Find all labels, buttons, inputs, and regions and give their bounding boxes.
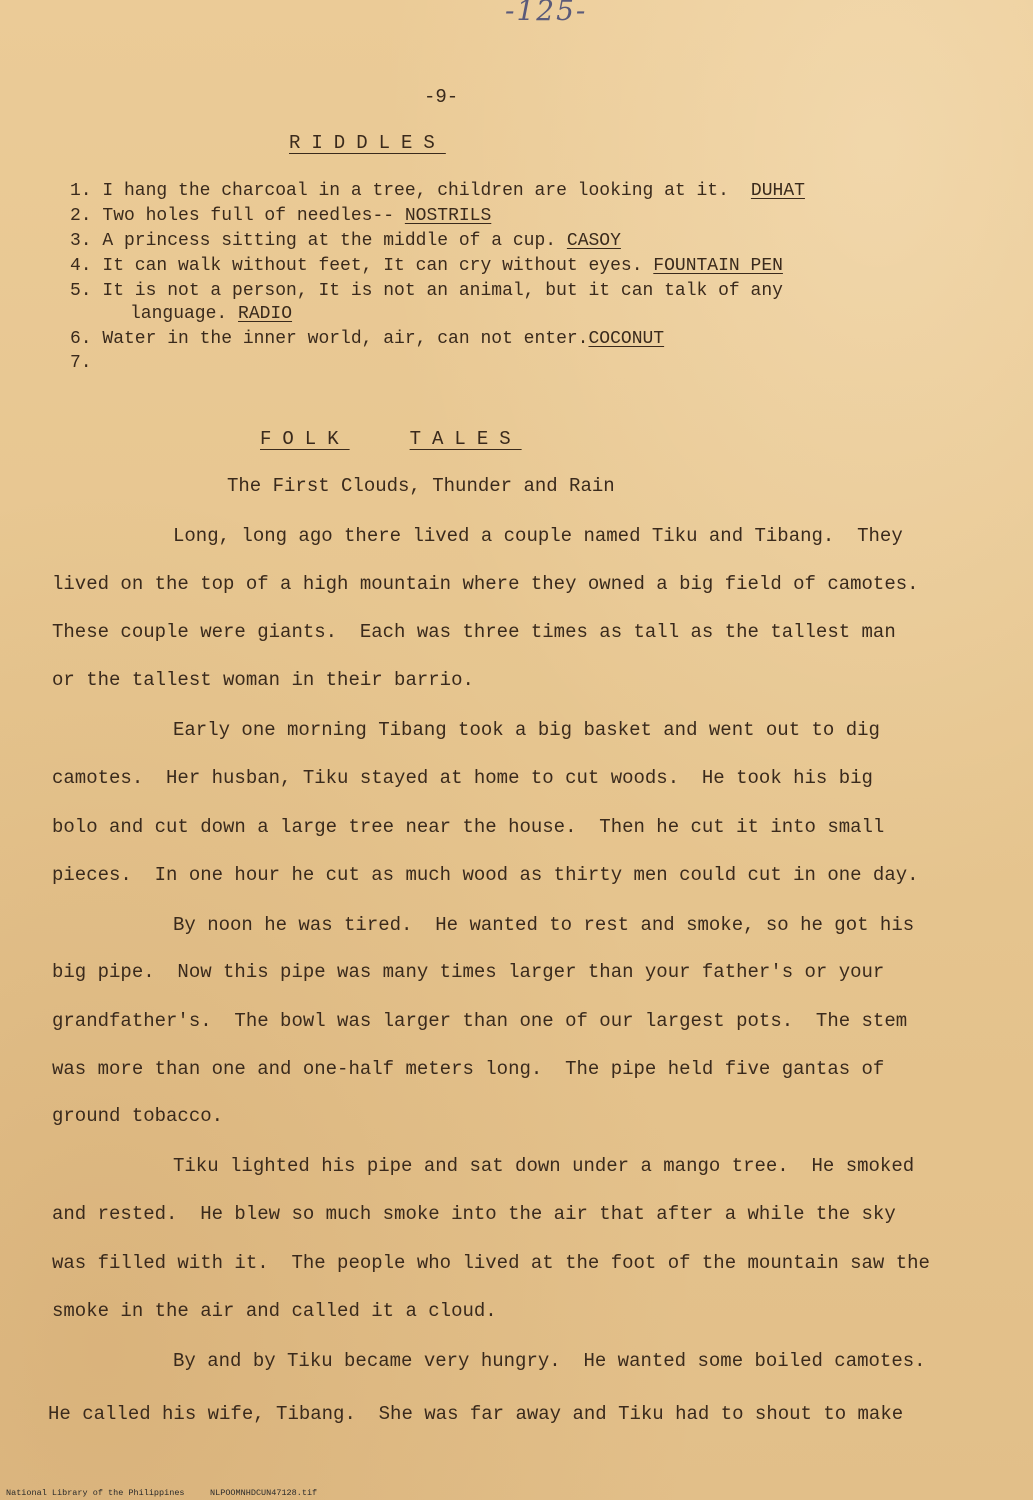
story-line: smoke in the air and called it a cloud. <box>52 1300 497 1322</box>
riddle-answer: FOUNTAIN PEN <box>653 256 783 276</box>
riddle-item-continuation: language. RADIO <box>130 304 293 324</box>
story-line: By and by Tiku became very hungry. He wanted some boiled camotes. <box>173 1350 926 1372</box>
riddle-item: 7. <box>70 353 92 373</box>
story-line: big pipe. Now this pipe was many times larger than your father's or your <box>52 961 885 983</box>
riddle-item: 6. Water in the inner world, air, can not enter.COCONUT <box>70 329 665 349</box>
story-line: grandfather's. The bowl was larger than one of our largest pots. The stem <box>52 1010 908 1032</box>
story-line: bolo and cut down a large tree near the house. Then he cut it into small <box>52 816 885 838</box>
riddle-answer: RADIO <box>238 304 293 324</box>
riddles-heading: RIDDLES <box>289 132 446 154</box>
story-line: Long, long ago there lived a couple named Tiku and Tibang. They <box>173 525 903 547</box>
archive-footer: National Library of the Philippines NLPOOMNHDCUN47128.tif <box>6 1488 318 1498</box>
story-line: pieces. In one hour he cut as much wood as thirty men could cut in one day. <box>52 864 919 886</box>
story-line: lived on the top of a high mountain where they owned a big field of camotes. <box>52 573 919 595</box>
story-line: and rested. He blew so much smoke into the air that after a while the sky <box>52 1203 896 1225</box>
riddle-answer: NOSTRILS <box>404 206 492 226</box>
riddle-answer: CASOY <box>566 231 621 251</box>
story-line: was more than one and one-half meters long. The pipe held five gantas of <box>52 1058 885 1080</box>
story-title: The First Clouds, Thunder and Rain <box>227 475 615 497</box>
riddle-item: 5. It is not a person, It is not an animal, but it can talk of any <box>70 281 783 301</box>
story-line: These couple were giants. Each was three times as tall as the tallest man <box>52 621 896 643</box>
story-line: or the tallest woman in their barrio. <box>52 669 474 691</box>
story-line: was filled with it. The people who lived at the foot of the mountain saw the <box>52 1252 930 1274</box>
story-line: He called his wife, Tibang. She was far away and Tiku had to shout to make <box>48 1403 904 1425</box>
story-line: By noon he was tired. He wanted to rest and smoke, so he got his <box>173 914 915 936</box>
story-line: ground tobacco. <box>52 1105 224 1127</box>
handwritten-page-number: -125- <box>505 0 588 27</box>
riddle-item: 4. It can walk without feet, It can cry without eyes. FOUNTAIN PEN <box>70 256 783 276</box>
riddle-answer: COCONUT <box>588 329 665 349</box>
riddle-item: 2. Two holes full of needles-- NOSTRILS <box>70 206 492 226</box>
riddle-answer: DUHAT <box>750 181 805 201</box>
folk-tales-heading: FOLK TALES <box>260 428 522 450</box>
riddle-item: 3. A princess sitting at the middle of a cup. CASOY <box>70 231 621 251</box>
story-line: Tiku lighted his pipe and sat down under a mango tree. He smoked <box>173 1155 915 1177</box>
page-number: -9- <box>424 86 459 108</box>
story-line: Early one morning Tibang took a big basket and went out to dig <box>173 719 880 741</box>
riddle-item: 1. I hang the charcoal in a tree, children are looking at it. DUHAT <box>70 181 805 201</box>
story-line: camotes. Her husban, Tiku stayed at home to cut woods. He took his big <box>52 767 873 789</box>
